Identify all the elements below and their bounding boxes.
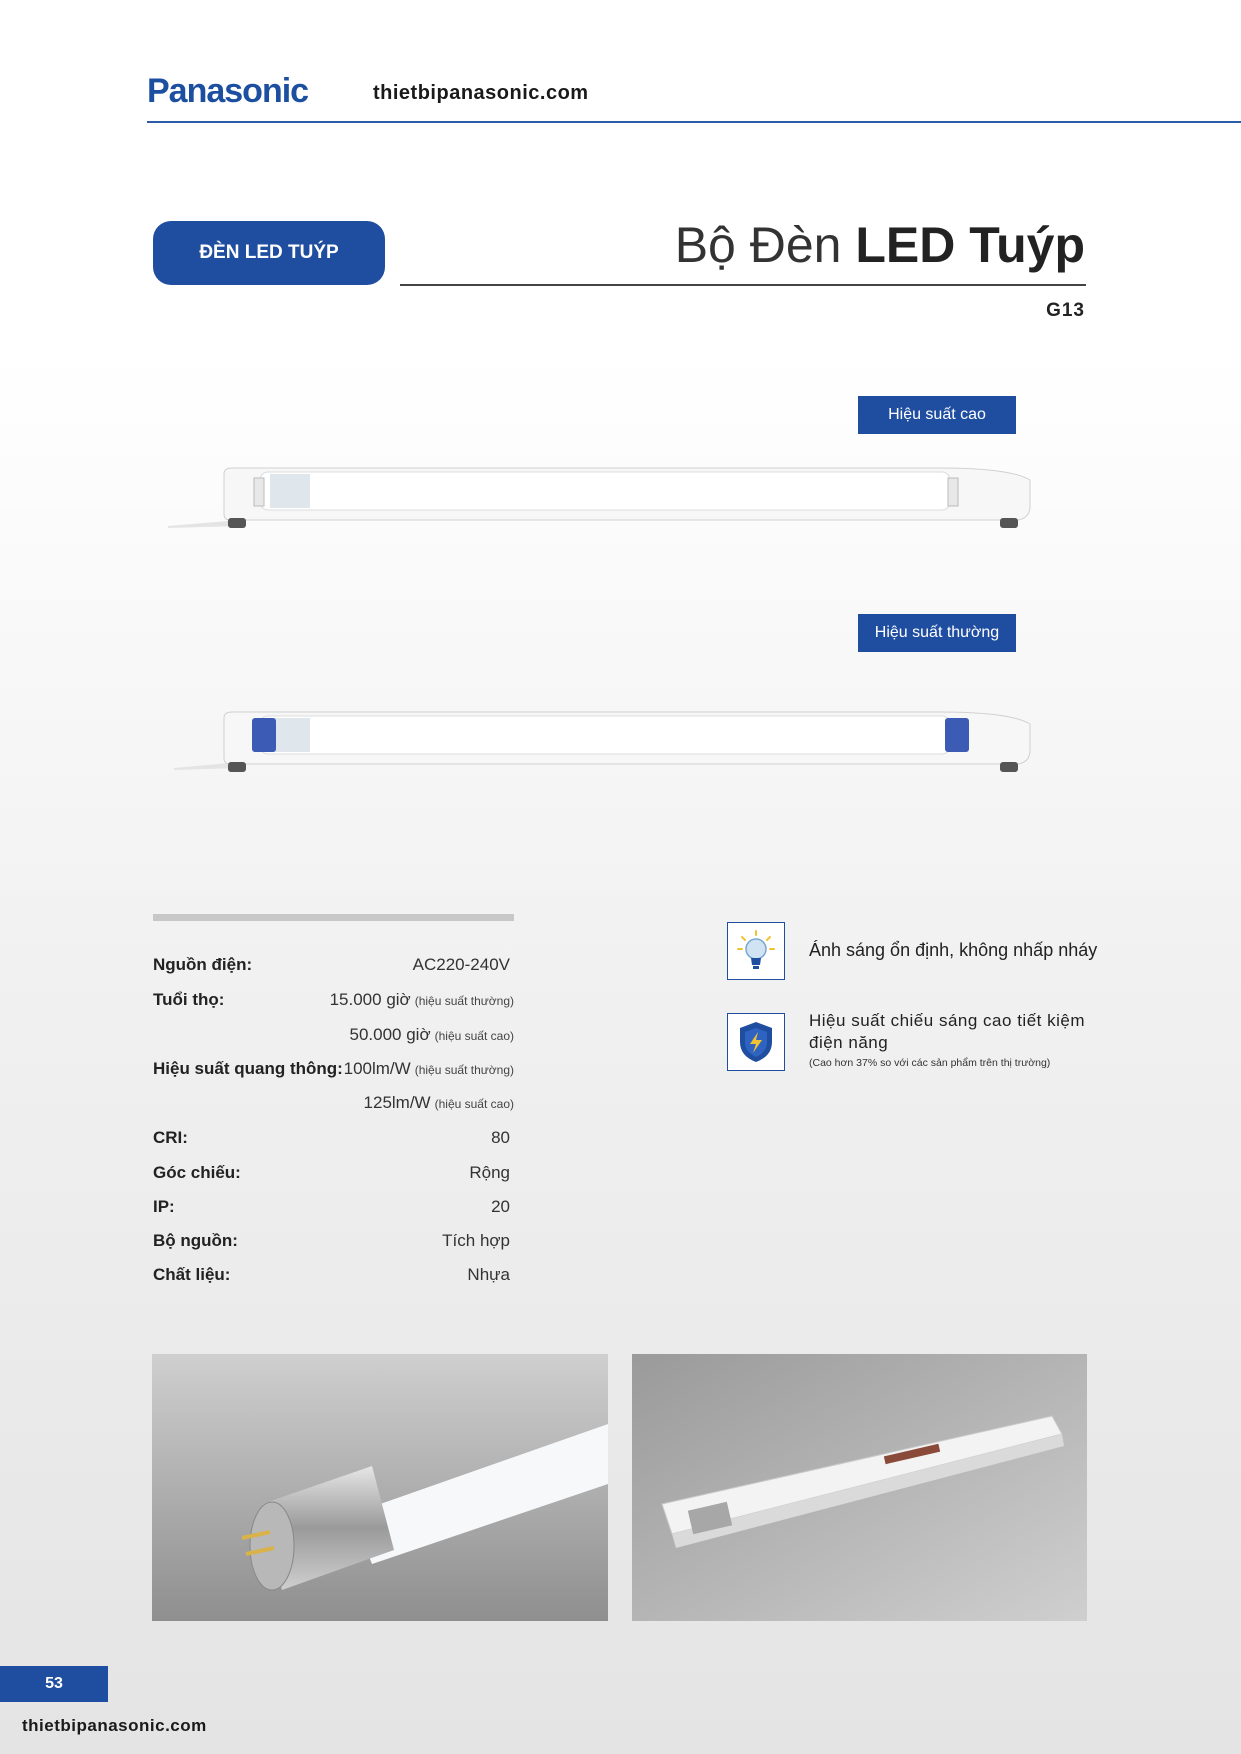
tag-normal-efficiency: Hiệu suất thường — [858, 614, 1016, 652]
specs-divider — [153, 914, 514, 921]
spec-value-cell — [364, 1093, 514, 1113]
spec-value: 15.000 giờ — [329, 990, 411, 1009]
spec-value: 80 — [491, 1128, 510, 1147]
spec-key: CRI: — [153, 1128, 188, 1147]
spec-row — [153, 1265, 514, 1293]
footer-site[interactable]: thietbipanasonic.com — [22, 1716, 207, 1735]
spec-note: (hiệu suất cao) — [434, 1029, 514, 1043]
spec-value-cell — [344, 1059, 514, 1079]
fixture-photo — [632, 1354, 1087, 1621]
spec-value-cell — [467, 1265, 514, 1285]
spec-value: 125lm/W — [363, 1093, 431, 1112]
spec-row — [153, 990, 514, 1018]
spec-value: AC220-240V — [412, 955, 510, 974]
spec-value: 50.000 giờ — [349, 1025, 431, 1044]
spec-value-cell — [413, 955, 514, 975]
spec-key: Tuổi thọ: — [153, 990, 225, 1009]
spec-row — [153, 1128, 514, 1156]
lamp-high-efficiency-image — [160, 460, 1040, 550]
spec-value-cell — [491, 1128, 514, 1148]
title-bold: LED Tuýp — [855, 217, 1085, 273]
tube-closeup-photo — [152, 1354, 608, 1621]
spec-value-cell — [469, 1163, 514, 1183]
shield-bolt-icon — [736, 1020, 776, 1064]
spec-value: Nhựa — [467, 1265, 510, 1284]
feature-stable-box — [727, 922, 785, 980]
spec-value-cell — [330, 990, 514, 1010]
feature-efficiency-text: Hiệu suất chiếu sáng cao tiết kiệm điện năng — [809, 1011, 1085, 1052]
spec-row — [153, 1059, 514, 1087]
spec-key: Góc chiếu: — [153, 1163, 241, 1182]
header-rule — [147, 121, 1241, 123]
spec-value: Tích hợp — [442, 1231, 510, 1250]
brand-logo: Panasonic — [147, 72, 309, 110]
spec-value-cell — [350, 1025, 515, 1045]
tag-high-efficiency: Hiệu suất cao — [858, 396, 1016, 434]
spec-key: Bộ nguồn: — [153, 1231, 238, 1250]
spec-note: (hiệu suất cao) — [434, 1097, 514, 1111]
spec-row — [153, 955, 514, 983]
spec-value: 100lm/W — [343, 1059, 411, 1078]
spec-row — [153, 1093, 514, 1121]
spec-value: 20 — [491, 1197, 510, 1216]
feature-efficiency-note: (Cao hơn 37% so với các sản phẩm trên thị trường) — [809, 1057, 1051, 1069]
spec-row — [153, 1197, 514, 1225]
title-light: Bộ Đèn — [674, 217, 842, 273]
spec-row — [153, 1231, 514, 1259]
spec-key: Hiệu suất quang thông: — [153, 1059, 343, 1078]
spec-value: Rộng — [469, 1163, 510, 1182]
spec-row — [153, 1163, 514, 1191]
page-subtitle: G13 — [1046, 300, 1085, 321]
spec-value-cell — [442, 1231, 514, 1251]
page-title — [675, 216, 1085, 274]
spec-key: Chất liệu: — [153, 1265, 231, 1284]
spec-key: Nguồn điện: — [153, 955, 253, 974]
spec-note: (hiệu suất thường) — [414, 994, 514, 1008]
feature-stable-text: Ánh sáng ổn định, không nhấp nháy — [809, 940, 1098, 960]
spec-row — [153, 1025, 514, 1053]
spec-value-cell — [491, 1197, 514, 1217]
category-badge: ĐÈN LED TUÝP — [153, 221, 385, 285]
lamp-normal-efficiency-image — [160, 704, 1040, 794]
feature-efficiency-box — [727, 1013, 785, 1071]
title-rule — [400, 284, 1086, 286]
header-site[interactable]: thietbipanasonic.com — [373, 82, 589, 104]
spec-key: IP: — [153, 1197, 175, 1216]
spec-note: (hiệu suất thường) — [414, 1063, 514, 1077]
page-number: 53 — [0, 1666, 108, 1702]
bulb-icon — [736, 929, 776, 973]
